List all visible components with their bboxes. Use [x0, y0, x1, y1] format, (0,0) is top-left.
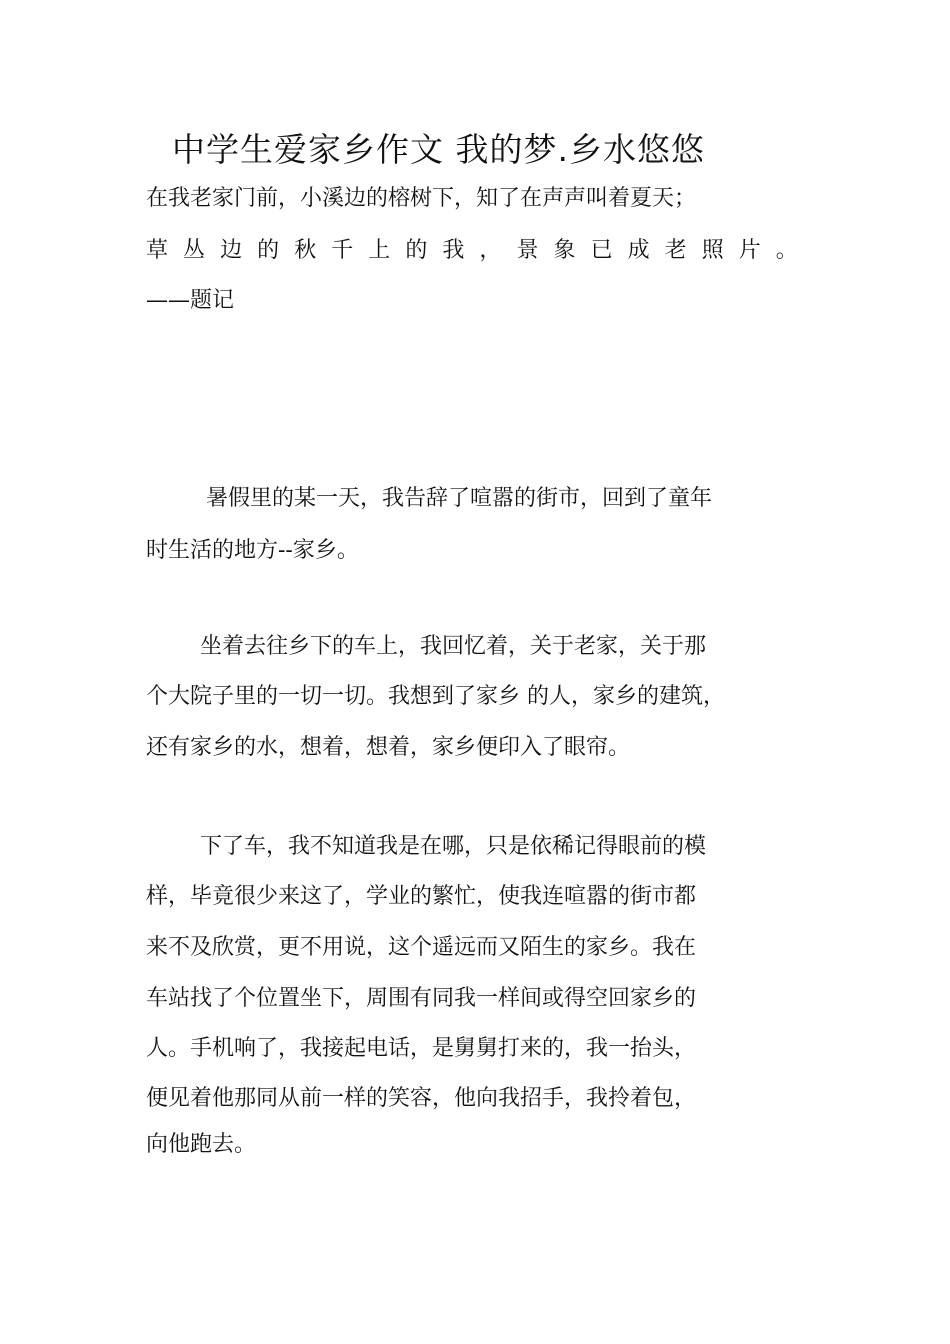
epigraph-char: 边	[220, 238, 243, 263]
epigraph-char: 老	[664, 238, 687, 263]
paragraph-line: 向他跑去。	[146, 1132, 257, 1157]
epigraph-char: ，	[479, 238, 502, 263]
epigraph-char: 上	[368, 238, 391, 263]
paragraph-line: 来不及欣赏，更不用说，这个遥远而又陌生的家乡。我在	[146, 935, 697, 960]
paragraph-line: 样，毕竟很少来这了，学业的繁忙，使我连喧嚣的街市都	[146, 884, 697, 909]
document-title: 中学生爱家乡作文 我的梦.乡水悠悠	[172, 130, 705, 169]
paragraph-line: 车站找了个位置坐下，周围有同我一样间或得空回家乡的	[146, 986, 697, 1011]
paragraph-line: 还有家乡的水，想着，想着，家乡便印入了眼帘。	[146, 735, 631, 760]
paragraph-line: 时生活的地方--家乡。	[146, 538, 359, 563]
epigraph-char: 丛	[183, 238, 206, 263]
epigraph-char: 的	[405, 238, 428, 263]
paragraph-line: 暑假里的某一天，我告辞了喧嚣的街市，回到了童年	[206, 486, 713, 511]
epigraph-char: 的	[257, 238, 280, 263]
epigraph-char: 成	[627, 238, 650, 263]
epigraph-char: 。	[775, 238, 798, 263]
epigraph-char: 秋	[294, 238, 317, 263]
epigraph-char: 我	[442, 238, 465, 263]
epigraph-char: 千	[331, 238, 354, 263]
epigraph-line-1: 在我老家门前，小溪边的榕树下，知了在声声叫着夏天；	[146, 186, 697, 211]
epigraph-char: 草	[146, 238, 169, 263]
epigraph-attribution: ——题记	[146, 288, 235, 313]
paragraph-line: 人。手机响了，我接起电话，是舅舅打来的，我一抬头，	[146, 1036, 697, 1061]
epigraph-char: 照	[701, 238, 724, 263]
epigraph-char: 景	[516, 238, 539, 263]
epigraph-char: 片	[738, 238, 761, 263]
paragraph-line: 下了车，我不知道我是在哪，只是依稀记得眼前的模	[200, 834, 707, 859]
epigraph-line-2	[146, 236, 798, 266]
paragraph-line: 坐着去往乡下的车上，我回忆着，关于老家，关于那	[200, 634, 707, 659]
paragraph-line: 便见着他那同从前一样的笑容，他向我招手，我拎着包，	[146, 1086, 697, 1111]
epigraph-char: 已	[590, 238, 613, 263]
epigraph-char: 象	[553, 238, 576, 263]
paragraph-line: 个大院子里的一切一切。我想到了家乡 的人，家乡的建筑，	[146, 684, 725, 709]
